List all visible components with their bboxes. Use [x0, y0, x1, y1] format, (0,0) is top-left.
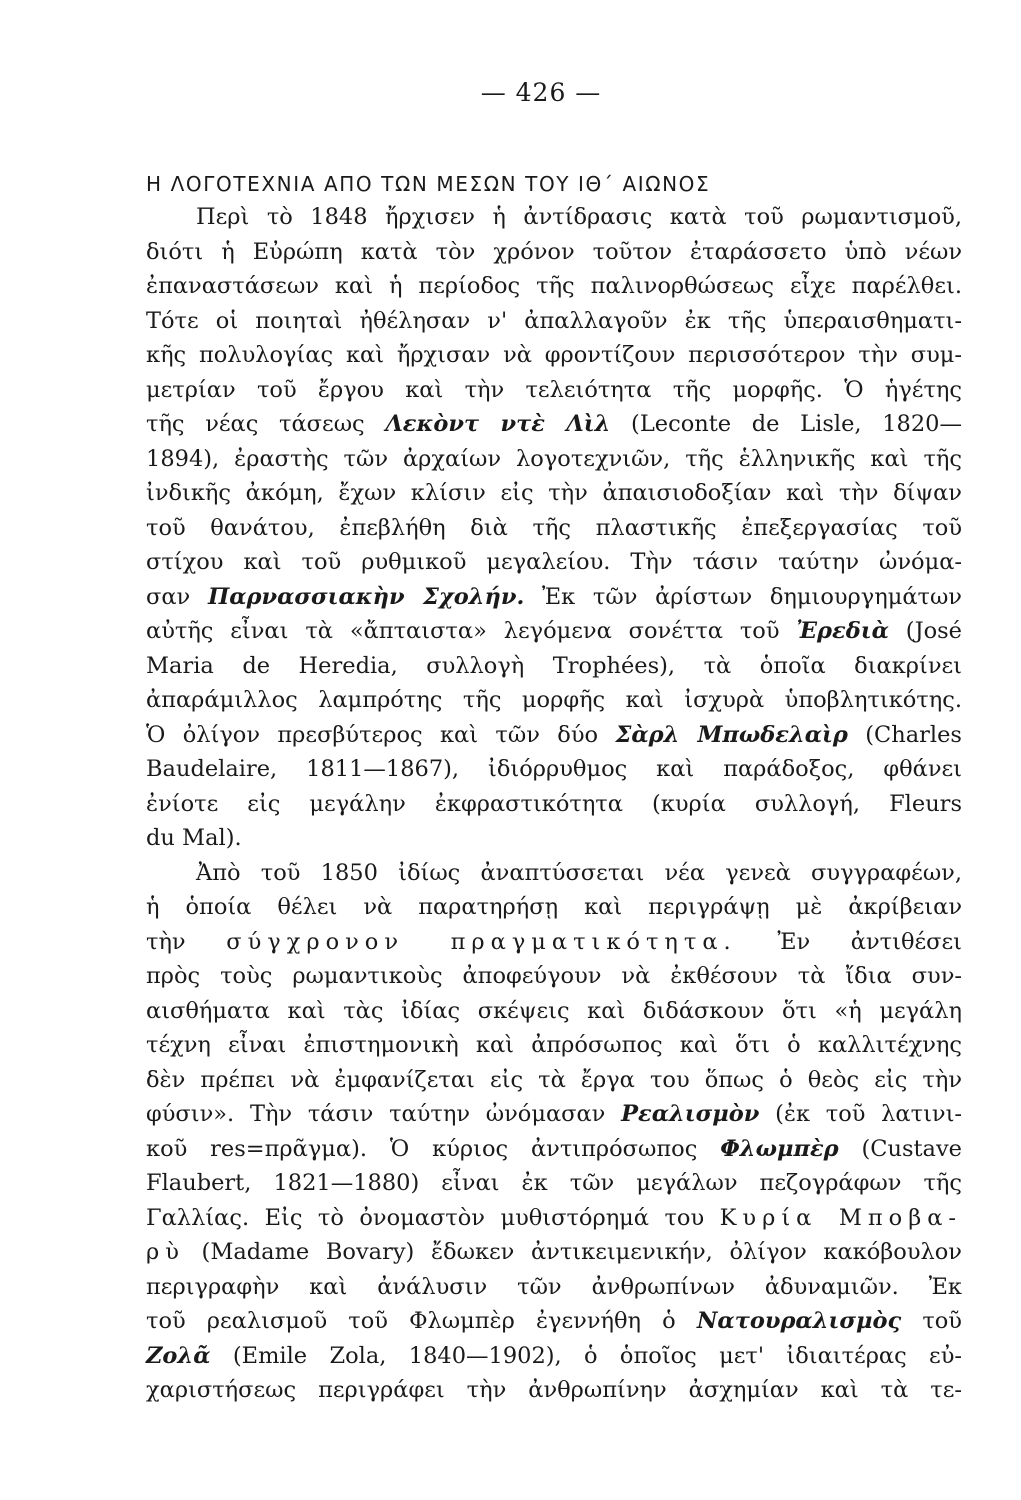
- body-text: [146, 200, 962, 1408]
- name-emphasis: Ζολᾶ: [146, 1342, 211, 1369]
- text-line: μετρίαν τοῦ ἔργου καὶ τὴν τελειότητα τῆς μορφῆς. Ὁ ἡγέτης: [146, 376, 962, 403]
- text-line: διότι ἡ Εὐρώπη κατὰ τὸν χρόνον τοῦτον ἐταράσσετο ὑπὸ νέων: [146, 238, 962, 265]
- text-line: du Mal).: [146, 825, 242, 851]
- name-emphasis: Λεκὸντ ντὲ Λὶλ: [385, 411, 611, 437]
- text-line: τῆς νέας τάσεως Λεκὸντ ντὲ Λὶλ (Leconte de Lisle, 1820—: [146, 411, 962, 437]
- text-line: Γαλλίας. Εἰς τὸ ὀνομαστὸν μυθιστόρημά του Κυρία Μποβα-: [146, 1204, 963, 1231]
- text-line: κῆς πολυλογίας καὶ ἤρχισαν νὰ φροντίζουν περισσότερον τὴν συμ-: [146, 342, 962, 368]
- text-line: πρὸς τοὺς ρωμαντικοὺς ἀποφεύγουν νὰ ἐκθέσουν τὰ ἴδια συν-: [146, 963, 962, 989]
- text-line: ρὺ (Madame Bovary) ἔδωκεν ἀντικειμενικήν, ὀλίγον κακόβουλον: [146, 1239, 962, 1265]
- text-line: φύσιν». Τὴν τάσιν ταύτην ὠνόμασαν Ρεαλισμὸν (ἐκ τοῦ λατινι-: [146, 1101, 962, 1127]
- text-line: Περὶ τὸ 1848 ἤρχισεν ἡ ἀντίδρασις κατὰ τοῦ ρωμαντισμοῦ,: [196, 204, 962, 230]
- text-line: τοῦ ρεαλισμοῦ τοῦ Φλωμπὲρ ἐγεννήθη ὁ Νατουραλισμὸς τοῦ: [146, 1308, 962, 1334]
- term-emphasis: Ρεαλισμὸν: [621, 1101, 760, 1127]
- text-line: Ὁ ὀλίγον πρεσβύτερος καὶ τῶν δύο Σὰρλ Μπωδελαὶρ (Charles: [146, 721, 962, 748]
- text-line: 1894), ἐραστὴς τῶν ἀρχαίων λογοτεχνιῶν, τῆς ἑλληνικῆς καὶ τῆς: [146, 445, 962, 472]
- term-emphasis: Παρνασσιακὴν Σχολήν.: [207, 583, 525, 610]
- text-line: δὲν πρέπει νὰ ἐμφανίζεται εἰς τὰ ἔργα του ὅπως ὁ θεὸς εἰς τὴν: [146, 1066, 962, 1093]
- text-line: αισθήματα καὶ τὰς ἰδίας σκέψεις καὶ διδάσκουν ὅτι «ἡ μεγάλη: [146, 997, 962, 1024]
- chapter-title: Η ΛΟΓΟΤΕΧΝΙΑ ΑΠΟ ΤΩΝ ΜΕΣΩΝ ΤΟΥ ΙΘ΄ ΑΙΩΝΟΣ: [146, 172, 711, 196]
- text-line: ἐπαναστάσεων καὶ ἡ περίοδος τῆς παλινορθώσεως εἶχε παρέλθει.: [146, 273, 962, 299]
- text-line: Maria de Heredia, συλλογὴ Trophées), τὰ ὁποῖα διακρίνει: [146, 652, 962, 679]
- text-line: Ζολᾶ (Emile Zola, 1840—1902), ὁ ὁποῖος μετ' ἰδιαιτέρας εὐ-: [146, 1342, 962, 1369]
- text-line: ἐνίοτε εἰς μεγάλην ἐκφραστικότητα (κυρία συλλογή, Fleurs: [146, 790, 962, 817]
- text-line: κοῦ res=πρᾶγμα). Ὁ κύριος ἀντιπρόσωπος Φλωμπὲρ (Custave: [146, 1135, 962, 1162]
- text-line: τοῦ θανάτου, ἐπεβλήθη διὰ τῆς πλαστικῆς ἐπεξεργασίας τοῦ: [146, 514, 962, 541]
- term-emphasis: Νατουραλισμὸς: [696, 1308, 902, 1334]
- text-line: Flaubert, 1821—1880) εἶναι ἐκ τῶν μεγάλων πεζογράφων τῆς: [146, 1170, 962, 1196]
- spaced-emphasis: σύγχρονον πραγματικότητα.: [226, 928, 737, 955]
- spaced-emphasis: ρὺ: [146, 1239, 185, 1265]
- text-line: περιγραφὴν καὶ ἀνάλυσιν τῶν ἀνθρωπίνων ἀδυναμιῶν. Ἐκ: [146, 1273, 962, 1300]
- text-line: Τότε οἱ ποιηταὶ ἠθέλησαν ν' ἀπαλλαγοῦν ἐκ τῆς ὑπεραισθηματι-: [146, 307, 962, 334]
- spaced-emphasis: Κυρία Μποβα-: [719, 1204, 963, 1231]
- name-emphasis: Ἐρεδιὰ: [796, 618, 889, 644]
- text-line: ἡ ὁποία θέλει νὰ παρατηρήσῃ καὶ περιγράψῃ μὲ ἀκρίβειαν: [146, 894, 962, 920]
- text-line: στίχου καὶ τοῦ ρυθμικοῦ μεγαλείου. Τὴν τάσιν ταύτην ὠνόμα-: [146, 549, 962, 575]
- text-line: τὴν σύγχρονον πραγματικότητα. Ἐν ἀντιθέσει: [146, 928, 962, 955]
- name-emphasis: Σὰρλ Μπωδελαὶρ: [615, 721, 848, 748]
- text-line: σαν Παρνασσιακὴν Σχολήν. Ἐκ τῶν ἀρίστων δημιουργημάτων: [146, 583, 962, 610]
- text-line: ἀπαράμιλλος λαμπρότης τῆς μορφῆς καὶ ἰσχυρὰ ὑποβλητικότης.: [146, 687, 962, 713]
- text-line: αὐτῆς εἶναι τὰ «ἄπταιστα» λεγόμενα σονέττα τοῦ Ἐρεδιὰ (José: [146, 618, 962, 644]
- text-line: Baudelaire, 1811—1867), ἰδιόρρυθμος καὶ παράδοξος, φθάνει: [146, 756, 962, 782]
- page-number: — 426 —: [480, 78, 602, 107]
- text-line: Ἀπὸ τοῦ 1850 ἰδίως ἀναπτύσσεται νέα γενεὰ συγγραφέων,: [196, 859, 962, 886]
- text-line: τέχνη εἶναι ἐπιστημονικὴ καὶ ἀπρόσωπος καὶ ὅτι ὁ καλλιτέχνης: [146, 1032, 962, 1058]
- text-line: ἰνδικῆς ἀκόμη, ἔχων κλίσιν εἰς τὴν ἀπαισιοδοξίαν καὶ τὴν δίψαν: [146, 480, 962, 506]
- text-line: χαριστήσεως περιγράφει τὴν ἀνθρωπίνην ἀσχημίαν καὶ τὰ τε-: [146, 1377, 962, 1403]
- name-emphasis: Φλωμπὲρ: [720, 1135, 839, 1162]
